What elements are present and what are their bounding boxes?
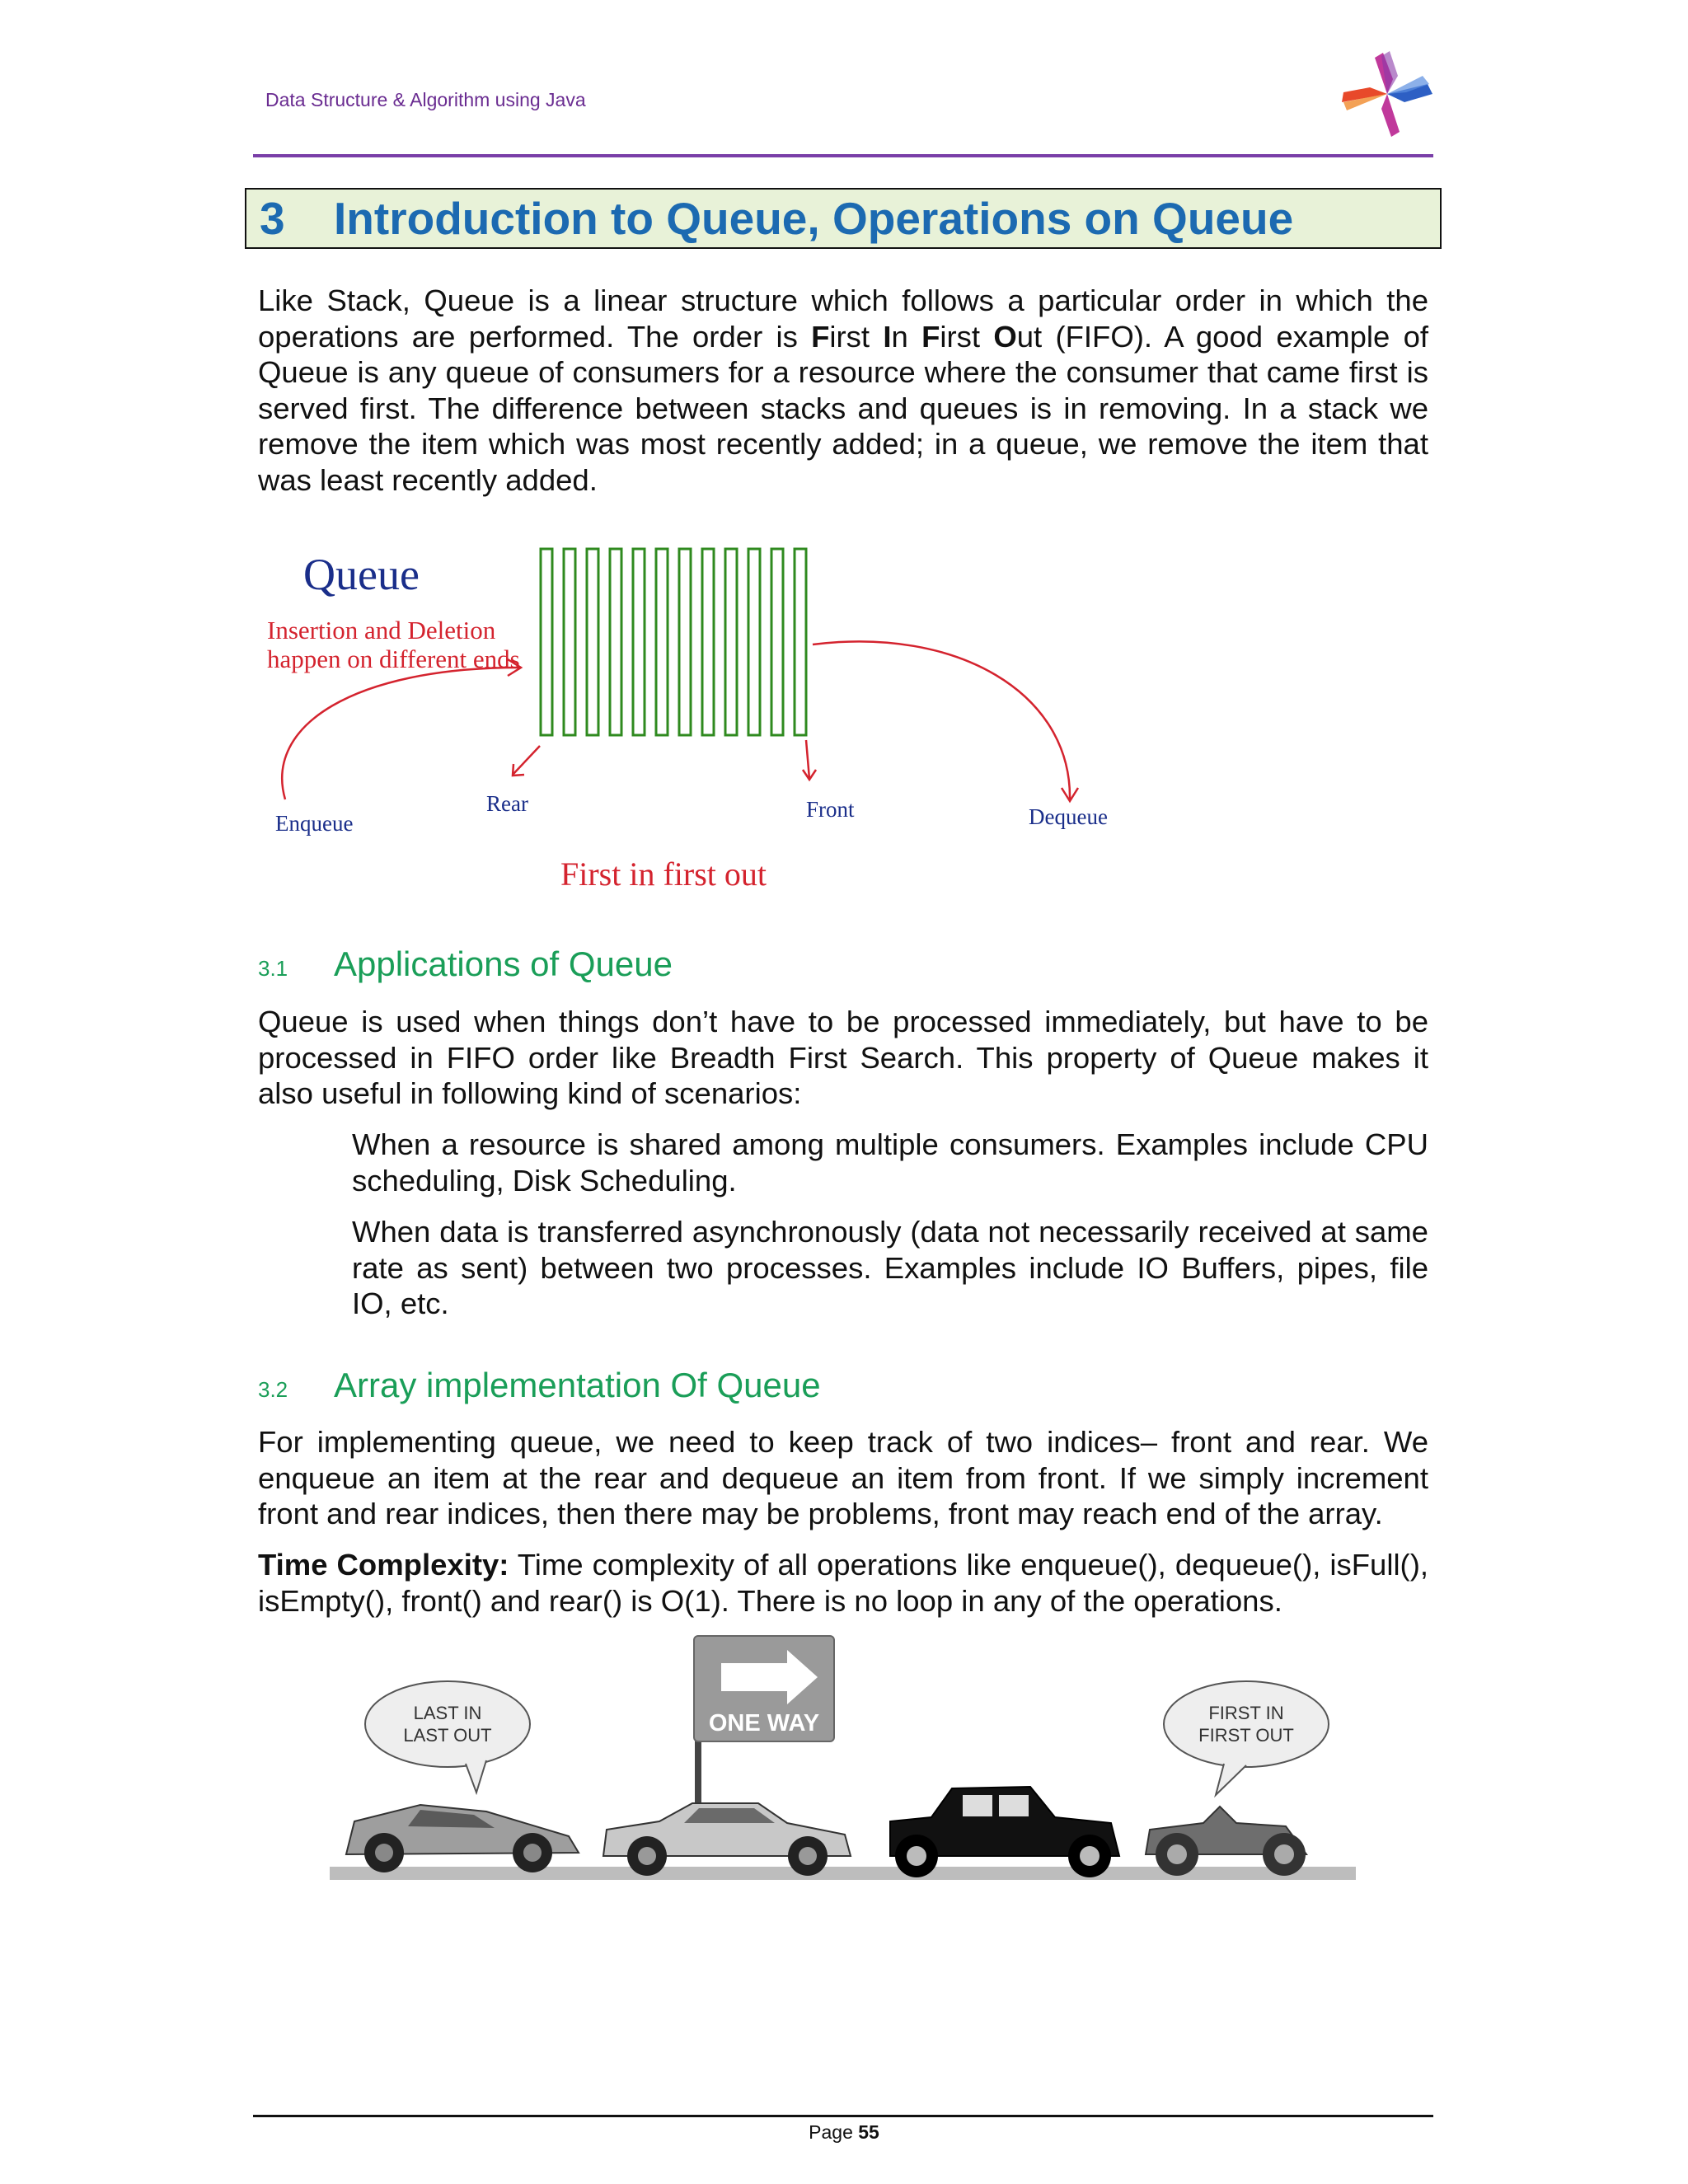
vintage-car-icon (890, 1787, 1119, 1877)
section-title: Array implementation Of Queue (334, 1366, 821, 1404)
diagram-title: Queue (303, 550, 420, 599)
queue-cell (564, 549, 575, 735)
queue-cell (725, 549, 737, 735)
fifo-caption: First in first out (560, 855, 767, 893)
time-complexity-label: Time Complexity: (258, 1548, 509, 1582)
page-footer: Page 55 (809, 2121, 879, 2143)
enqueue-label: Enqueue (275, 811, 354, 836)
sedan-car-icon (603, 1803, 851, 1876)
section-title: Applications of Queue (334, 944, 673, 983)
applications-paragraph: Queue is used when things don’t have to be processed immediately, but have to be processed in FIFO order like Breadth First Search. This property of Queue makes it also useful in following kind of scenarios: (258, 1005, 1428, 1110)
page-number: 55 (858, 2121, 879, 2143)
chapter-heading (245, 188, 1442, 249)
intro-paragraph: Like Stack, Queue is a linear structure which follows a particular order in which the operations are performed. The order is First In First Out (FIFO). A good example of Queue is any queue of consumers for a resource where the consumer that came first is served first. The difference between stacks and queues is in removing. In a stack we remove the item which was most recently added; in a queue, we remove the item that was least recently added. (258, 284, 1429, 497)
sports-car-icon (346, 1805, 579, 1872)
cars-queue-illustration (330, 1632, 1360, 1887)
queue-cell (795, 549, 806, 735)
queue-diagram (256, 536, 1162, 907)
bubble-right-line2: FIRST OUT (1198, 1725, 1294, 1746)
one-way-sign-text: ONE WAY (708, 1710, 820, 1736)
queue-cell (610, 549, 621, 735)
queue-cell (541, 549, 552, 735)
bubble-left-line2: LAST OUT (403, 1725, 492, 1746)
section-heading-array-impl (258, 1366, 821, 1405)
dequeue-label: Dequeue (1029, 804, 1108, 829)
queue-cell (702, 549, 714, 735)
diagram-note-line2: happen on different ends (267, 644, 520, 673)
chapter-title: Introduction to Queue, Operations on Queue (334, 193, 1294, 244)
list-item: When a resource is shared among multiple consumers. Examples include CPU scheduling, Disk Scheduling. (352, 1127, 1428, 1197)
section-number: 3.2 (258, 1377, 288, 1402)
diagram-note-line1: Insertion and Deletion (267, 616, 496, 644)
chapter-number: 3 (260, 193, 285, 244)
queue-cells (541, 549, 806, 735)
bubble-left-line1: LAST IN (413, 1703, 482, 1723)
front-label: Front (806, 797, 855, 822)
queue-cell (587, 549, 598, 735)
time-complexity-paragraph: Time Complexity: Time complexity of all operations like enqueue(), dequeue(), isFull(), isEmpty(), front() and rear() is O(1). There is no loop in any of the operations. (258, 1548, 1428, 1618)
queue-cell (771, 549, 783, 735)
header-rule (253, 154, 1433, 157)
pinwheel-logo-icon (1342, 51, 1432, 137)
footer-rule (253, 2115, 1433, 2117)
section-number: 3.1 (258, 956, 288, 981)
queue-cell (633, 549, 645, 735)
array-impl-paragraph: For implementing queue, we need to keep track of two indices– front and rear. We enqueue an item at the rear and dequeue an item from front. If we simply increment front and rear indices, then there may be problems, front may reach end of the array. (258, 1425, 1428, 1530)
section-heading-applications (258, 944, 673, 984)
queue-cell (656, 549, 668, 735)
roadster-car-icon (1146, 1807, 1306, 1876)
running-header-title: Data Structure & Algorithm using Java (265, 89, 586, 110)
rear-label: Rear (486, 791, 528, 816)
queue-cell (748, 549, 760, 735)
queue-cell (679, 549, 691, 735)
bubble-right-line1: FIRST IN (1208, 1703, 1284, 1723)
list-item: When data is transferred asynchronously (data not necessarily received at same rate as sent) between two processes. Examples include IO Buffers, pipes, file IO, etc. (352, 1215, 1428, 1320)
